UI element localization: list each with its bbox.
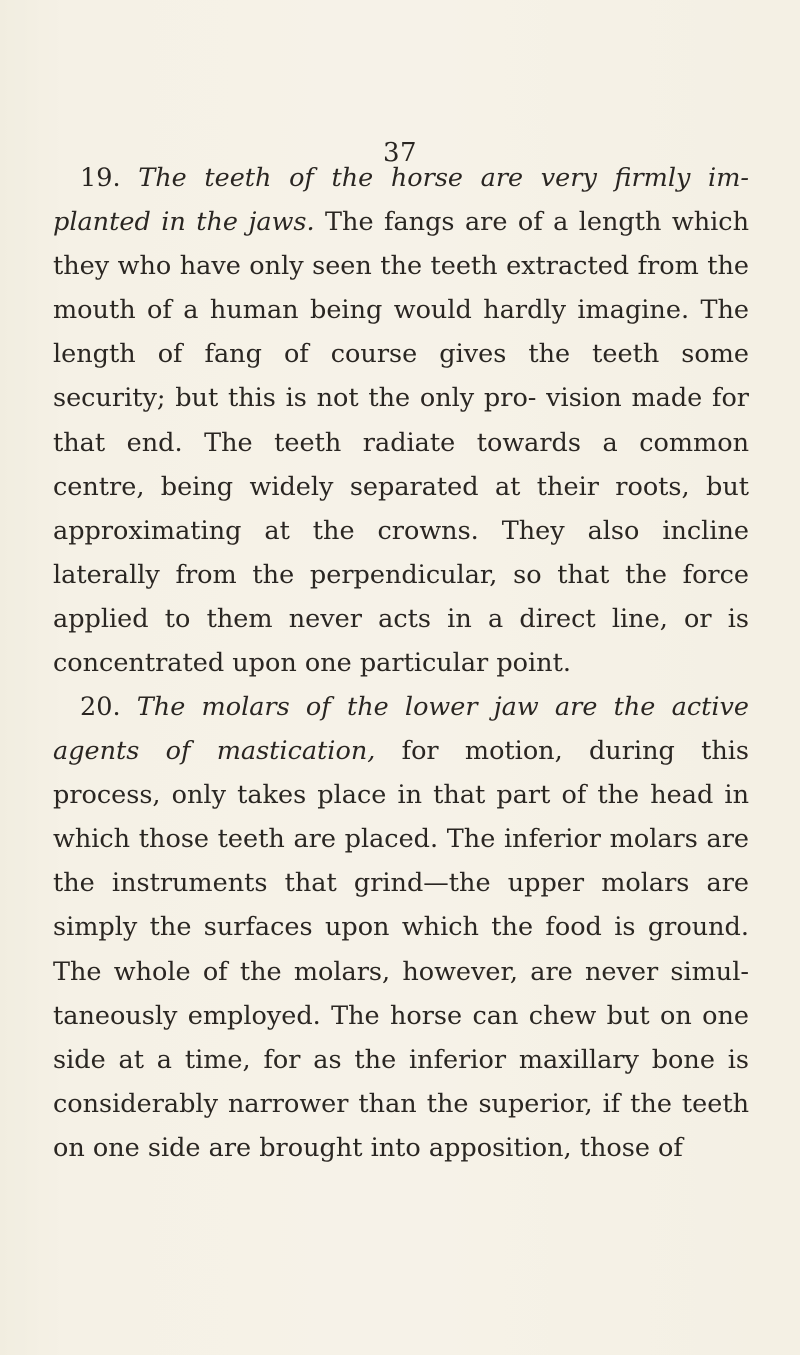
italic-lead: The molars of the lower jaw are the active agents of mastication, — [53, 692, 749, 767]
page-number: 37 — [382, 138, 418, 168]
paragraph-body: The fangs are of a length which they who have only seen the teeth extracted from the mouth of a human being would hardly imagine. The length of fang of course gives the teeth some security; but this is not the only pro- vision made for that end. The teeth radiate towards a common centre, being widely separated at their roots, but approximating at the crowns. They also incline laterally from the perpendicular, so that the force applied to them never acts in a direct line, or is concentrated upon one particular point. — [53, 207, 749, 679]
paragraph-number: 19. — [80, 163, 121, 193]
paragraph-body: for motion, during this process, only takes place in that part of the head in which those teeth are placed. The inferior molars are the instruments that grind—the upper molars are simply the surfaces upon which the food is ground. The whole of the molars, however, are never simul- taneously employed. The horse can chew but on one side at a time, for as the inferior maxillary bone is considerably narrower than the superior, if the teeth on one side are brought into apposition, those of — [53, 736, 749, 1163]
italic-lead: The teeth of the horse are very firmly im- planted in the jaws. — [53, 163, 749, 238]
paragraph-20 — [53, 685, 749, 1170]
paragraph-19 — [53, 156, 749, 685]
paragraph-number: 20. — [80, 692, 121, 722]
